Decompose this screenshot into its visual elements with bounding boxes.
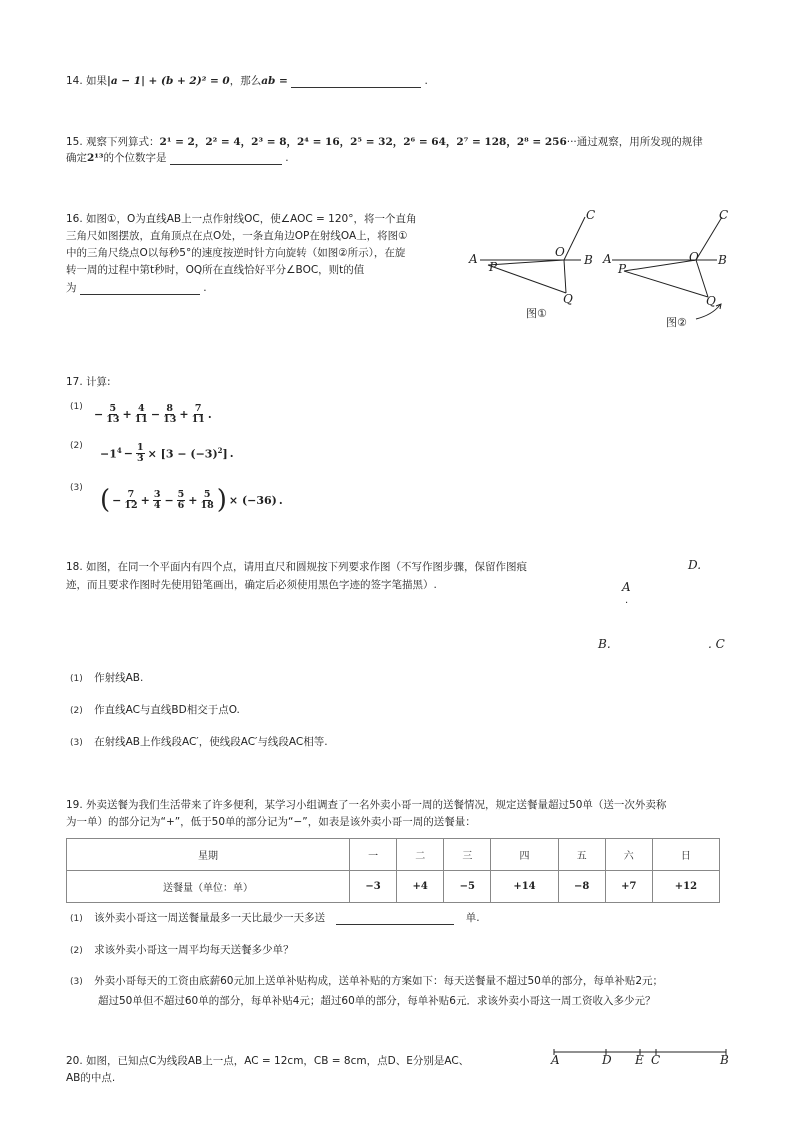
table-cell: 一: [350, 839, 397, 871]
q19-item-3-line2: 超过50单但不超过60单的部分，每单补贴4元；超过60单的部分，每单补贴6元．求该外卖小哥这一周工资收入多少元？: [98, 995, 656, 1007]
header-label: 星期: [67, 839, 350, 871]
q16-line5: [66, 281, 207, 295]
item-number: (2): [70, 706, 83, 716]
label-a: A: [469, 252, 478, 266]
label-b: B: [584, 253, 593, 267]
question-text: ···通过观察，用所发现的规律: [566, 136, 703, 148]
q19-item-1: [70, 910, 480, 925]
label-p: P: [618, 262, 627, 276]
row-label: 送餐量（单位：单）: [67, 871, 350, 903]
question-15: [66, 135, 703, 149]
question-15-line2: [66, 151, 289, 165]
triangle-side-op: [624, 260, 696, 271]
label-o: O: [689, 250, 699, 264]
table-cell: 六: [605, 839, 652, 871]
table-cell: −8: [558, 871, 605, 903]
point-a: A: [622, 580, 631, 594]
table-cell: 二: [397, 839, 444, 871]
item-text: 作射线AB.: [94, 672, 144, 684]
q19-item-2: [70, 942, 294, 957]
question-text: 观察下列算式：: [86, 136, 160, 148]
equation: |a − 1| + (b + 2)² = 0: [107, 75, 230, 87]
period: .: [285, 152, 289, 164]
label-e: E: [635, 1053, 644, 1067]
triangle-hypotenuse: [624, 271, 708, 297]
triangle-side-oq: [696, 260, 708, 297]
question-number: 15.: [66, 136, 83, 148]
label-a: A: [551, 1053, 560, 1067]
answer-blank[interactable]: [336, 913, 454, 925]
question-number: 14.: [66, 75, 83, 87]
period: .: [424, 75, 428, 87]
item-text: 在射线AB上作线段AC′，使线段AC′与线段AC相等.: [94, 736, 328, 748]
period: .: [207, 408, 212, 421]
point-d: D.: [688, 558, 702, 572]
power-expression: 2¹³: [87, 152, 104, 164]
expression: $-1^4$ − $\frac{1}{3}$ × $[3 - (-3)^2]$ .: [100, 442, 234, 464]
table-cell: 五: [558, 839, 605, 871]
question-text: 的个位数字是: [103, 152, 167, 164]
item-number: (3): [70, 977, 83, 987]
q18-line2: 迹，而且要求作图时先使用铅笔画出，确定后必须使用黑色字迹的签字笔描黑）.: [66, 579, 437, 591]
q19-line1: 19. 外卖送餐为我们生活带来了许多便利，某学习小组调查了一名外卖小哥一周的送餐情况，规定送餐量超过50单（送一次外卖称: [66, 799, 667, 811]
triangle-hypotenuse: [488, 265, 566, 293]
table-cell: 四: [491, 839, 558, 871]
item-number: (3): [70, 738, 83, 748]
question-text: 如果: [86, 75, 108, 87]
table-header-row: [67, 839, 720, 871]
label-p: P: [489, 260, 498, 274]
q19-line2: 为一单）的部分记为“+”，低于50单的部分记为“−”，如表是该外卖小哥一周的送餐量：: [66, 816, 476, 828]
answer-blank[interactable]: [170, 153, 282, 165]
figure-2-caption: 图②: [666, 316, 687, 329]
period: .: [229, 447, 234, 460]
table-cell: 三: [444, 839, 491, 871]
item-number: (2): [70, 946, 83, 956]
figure-1-caption: 图①: [526, 307, 547, 320]
q18-item-3: [70, 734, 328, 749]
label-c: C: [719, 208, 729, 222]
question-text: 确定: [66, 152, 87, 164]
table-cell: +12: [652, 871, 719, 903]
item-number: (1): [70, 674, 83, 684]
q18-line1: 18. 如图，在同一个平面内有四个点，请用直尺和圆规按下列要求作图（不写作图步骤，保留作图痕: [66, 561, 528, 573]
triangle-side-op: [488, 260, 564, 265]
question-14: [66, 74, 428, 88]
table-cell: +7: [605, 871, 652, 903]
table-cell: −3: [350, 871, 397, 903]
table-row: [67, 871, 720, 903]
q17-title: 17. 计算:: [66, 376, 111, 388]
item-number: (3): [70, 483, 83, 493]
item-number: (1): [70, 914, 83, 924]
label-a: A: [603, 252, 612, 266]
period: .: [203, 282, 207, 294]
question-text: 为: [66, 282, 77, 294]
item-text: 外卖小哥每天的工资由底薪60元加上送单补贴构成，送单补贴的方案如下：每天送餐量不超过50单的部分，每单补贴2元；: [94, 975, 663, 987]
table-cell: −5: [444, 871, 491, 903]
label-d: D: [602, 1053, 612, 1067]
q16-line3: 中的三角尺绕点O以每秒5°的速度按逆时针方向旋转（如图②所示），在旋: [66, 247, 406, 259]
label-b: B: [718, 253, 727, 267]
q19-item-3: [70, 973, 663, 988]
label-c: C: [651, 1053, 661, 1067]
target-expression: ab =: [261, 75, 288, 87]
table-cell: 日: [652, 839, 719, 871]
table-cell: +14: [491, 871, 558, 903]
ray-oc: [564, 217, 585, 260]
q16-line1: 16. 如图①，O为直线AB上一点作射线OC，使∠AOC = 120°，将一个直角: [66, 213, 417, 225]
answer-blank[interactable]: [291, 76, 421, 88]
item-text: 作直线AC与直线BD相交于点O.: [94, 704, 240, 716]
expression: ( − $\frac{7}{12}$ + $\frac{3}{4}$ − $\frac{5}{6}$ + $\frac{5}{18}$ ) × (−36) .: [100, 485, 283, 515]
expression: − $\frac{5}{13}$ + $\frac{4}{11}$ − $\frac{8}{13}$ + $\frac{7}{11}$ .: [94, 403, 212, 425]
label-b: B: [720, 1053, 729, 1067]
item-text: 求该外卖小哥这一周平均每天送餐多少单？: [94, 944, 294, 956]
item-text: 该外卖小哥这一周送餐量最多一天比最少一天多送: [94, 912, 326, 924]
answer-blank[interactable]: [80, 283, 200, 295]
q16-line2: 三角尺如图摆放，直角顶点在点O处，一条直角边OP在射线OA上，将图①: [66, 230, 408, 242]
equations: 2¹ = 2，2² = 4，2³ = 8，2⁴ = 16，2⁵ = 32，2⁶ = 64，2⁷ = 128，2⁸ = 256: [159, 136, 567, 148]
item-text: 单.: [465, 912, 480, 924]
label-c: C: [586, 208, 596, 222]
question-text: ，那么: [229, 75, 262, 87]
label-q: Q: [706, 294, 716, 308]
triangle-side-oq: [564, 260, 566, 293]
period: .: [278, 493, 283, 507]
item-number: (1): [70, 402, 83, 412]
label-o: O: [555, 245, 565, 259]
q18-item-1: [70, 670, 143, 685]
q20-line1: 20. 如图，已知点C为线段AB上一点，AC = 12cm，CB = 8cm，点D、E分别是AC、: [66, 1055, 470, 1067]
q20-line2: AB的中点.: [66, 1072, 116, 1084]
table-cell: +4: [397, 871, 444, 903]
q18-item-2: [70, 702, 240, 717]
point-c: . C: [708, 637, 725, 651]
item-number: (2): [70, 441, 83, 451]
point-b: B.: [598, 637, 611, 651]
label-q: Q: [563, 292, 573, 306]
point-a-dot: .: [625, 595, 629, 606]
delivery-table: [66, 838, 720, 903]
q16-line4: 转一周的过程中第t秒时，OQ所在直线恰好平分∠BOC，则t的值: [66, 264, 365, 276]
